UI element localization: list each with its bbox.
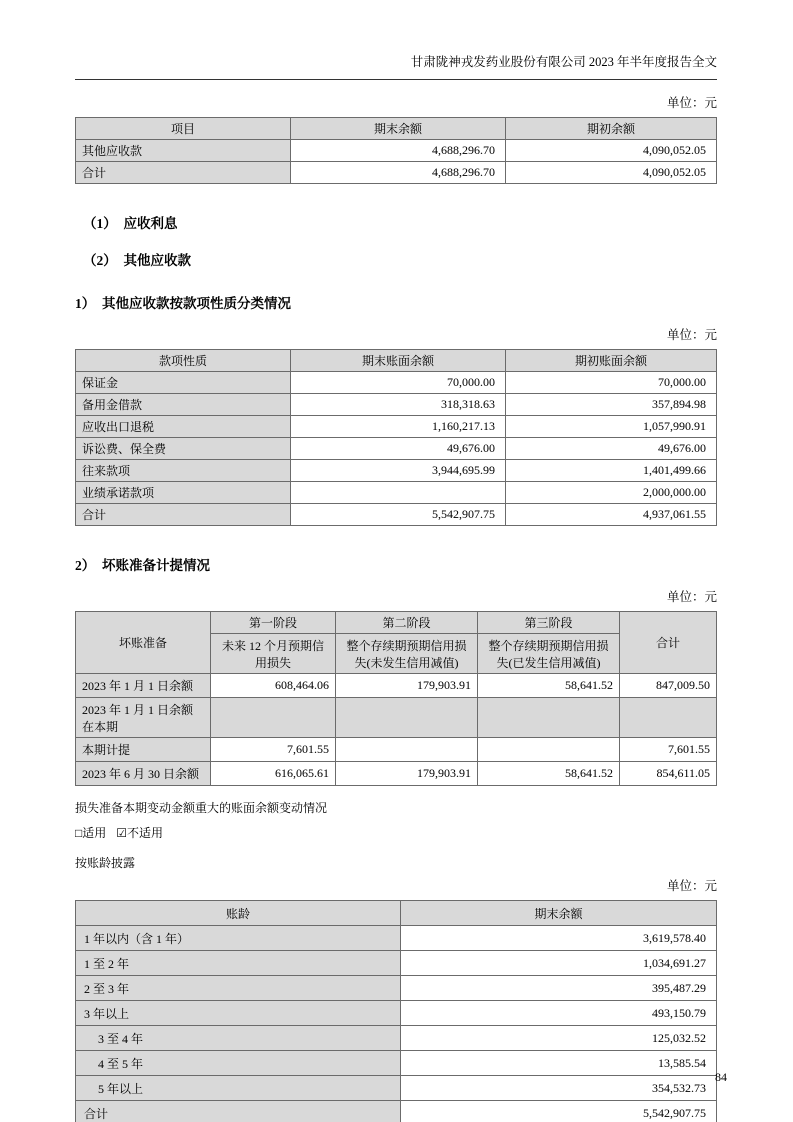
cell-value: 318,318.63 (291, 394, 506, 416)
column-header-aging: 账龄 (76, 901, 401, 926)
row-label: 1 至 2 年 (76, 951, 401, 976)
column-header-item: 项目 (76, 118, 291, 140)
note-significant-change: 损失准备本期变动金额重大的账面余额变动情况 (75, 801, 328, 815)
row-label: 2 至 3 年 (76, 976, 401, 1001)
cell-value: 395,487.29 (401, 976, 717, 1001)
cell-value: 4,688,296.70 (291, 140, 506, 162)
row-label: 往来款项 (76, 460, 291, 482)
table-header-row (76, 118, 717, 140)
section-heading-bad-debt: 2） 坏账准备计提情况 (75, 558, 210, 573)
table-row (76, 482, 717, 504)
subheader-stage1: 未来 12 个月预期信用损失 (211, 634, 336, 674)
table-row (76, 1076, 717, 1101)
aging-analysis-table (75, 900, 717, 1122)
row-label: 诉讼费、保全费 (76, 438, 291, 460)
table-row (76, 698, 717, 738)
table-row (76, 762, 717, 786)
table-header-row (76, 901, 717, 926)
subheader-stage3: 整个存续期预期信用损失(已发生信用减值) (478, 634, 620, 674)
table-header-row (76, 350, 717, 372)
table-row (76, 394, 717, 416)
cell-value: 7,601.55 (211, 738, 336, 762)
table-row (76, 460, 717, 482)
row-label: 2023 年 6 月 30 日余额 (76, 762, 211, 786)
cell-value: 179,903.91 (336, 674, 478, 698)
column-header-stage2: 第二阶段 (336, 612, 478, 634)
document-header (75, 0, 717, 80)
cell-value: 3,619,578.40 (401, 926, 717, 951)
cell-value: 493,150.79 (401, 1001, 717, 1026)
column-header-opening-book-balance: 期初账面余额 (506, 350, 717, 372)
row-label: 备用金借款 (76, 394, 291, 416)
cell-value: 357,894.98 (506, 394, 717, 416)
cell-value: 4,090,052.05 (506, 162, 717, 184)
other-receivables-summary-table (75, 117, 717, 184)
cell-value: 13,585.54 (401, 1051, 717, 1076)
cell-value: 70,000.00 (291, 372, 506, 394)
cell-value: 3,944,695.99 (291, 460, 506, 482)
cell-value: 58,641.52 (478, 762, 620, 786)
corner-header: 坏账准备 (76, 612, 211, 674)
cell-value: 616,065.61 (211, 762, 336, 786)
row-label: 业绩承诺款项 (76, 482, 291, 504)
cell-value: 4,937,061.55 (506, 504, 717, 526)
row-label: 2023 年 1 月 1 日余额在本期 (76, 698, 211, 738)
row-label: 合计 (76, 162, 291, 184)
table-row (76, 140, 717, 162)
cell-value: 1,057,990.91 (506, 416, 717, 438)
cell-value: 49,676.00 (291, 438, 506, 460)
cell-value (478, 698, 620, 738)
table-row (76, 738, 717, 762)
column-header-closing-book-balance: 期末账面余额 (291, 350, 506, 372)
unit-line-summary (75, 93, 717, 111)
table-row (76, 372, 717, 394)
cell-value: 1,160,217.13 (291, 416, 506, 438)
table-header-row (76, 612, 717, 634)
checkbox-applicable: □适用 (75, 826, 107, 840)
unit-label: 单位：元 (666, 590, 717, 604)
table-row (76, 1001, 717, 1026)
table-row (76, 951, 717, 976)
section-heading-classification: 1） 其他应收款按款项性质分类情况 (75, 296, 291, 311)
cell-value (291, 482, 506, 504)
section-heading-other-receivables: （2） 其他应收款 (83, 253, 191, 268)
subheader-stage2: 整个存续期预期信用损失(未发生信用减值) (336, 634, 478, 674)
cell-value: 179,903.91 (336, 762, 478, 786)
unit-label: 单位：元 (666, 328, 717, 342)
table-row (76, 416, 717, 438)
row-label: 应收出口退税 (76, 416, 291, 438)
unit-label: 单位：元 (666, 96, 717, 110)
table-row-total (76, 1101, 717, 1122)
note-aging-disclosure: 按账龄披露 (75, 856, 136, 870)
table-row (76, 1026, 717, 1051)
unit-line-bad-debt (75, 587, 717, 605)
cell-value (336, 698, 478, 738)
cell-value (478, 738, 620, 762)
cell-value: 4,688,296.70 (291, 162, 506, 184)
column-header-nature: 款项性质 (76, 350, 291, 372)
table-row (76, 674, 717, 698)
report-title: 甘肃陇神戎发药业股份有限公司 2023 年半年度报告全文 (410, 55, 717, 69)
column-header-stage1: 第一阶段 (211, 612, 336, 634)
row-label: 2023 年 1 月 1 日余额 (76, 674, 211, 698)
page-number: 84 (715, 1070, 727, 1084)
table-row-total (76, 162, 717, 184)
cell-value: 4,090,052.05 (506, 140, 717, 162)
page-content (75, 0, 717, 1122)
row-label: 3 年以上 (76, 1001, 401, 1026)
unit-line-nature (75, 325, 717, 343)
cell-value: 608,464.06 (211, 674, 336, 698)
cell-value: 5,542,907.75 (401, 1101, 717, 1122)
receivables-by-nature-table (75, 349, 717, 526)
table-row-total (76, 504, 717, 526)
row-label: 4 至 5 年 (76, 1051, 401, 1076)
cell-value: 58,641.52 (478, 674, 620, 698)
column-header-opening-balance: 期初余额 (506, 118, 717, 140)
row-label: 其他应收款 (76, 140, 291, 162)
cell-value: 1,401,499.66 (506, 460, 717, 482)
table-row (76, 1051, 717, 1076)
column-header-closing-balance: 期末余额 (291, 118, 506, 140)
cell-value: 70,000.00 (506, 372, 717, 394)
cell-value: 854,611.05 (620, 762, 717, 786)
unit-line-aging (75, 876, 717, 894)
row-label: 本期计提 (76, 738, 211, 762)
cell-value: 354,532.73 (401, 1076, 717, 1101)
table-row (76, 438, 717, 460)
row-label: 合计 (76, 1101, 401, 1122)
column-header-stage3: 第三阶段 (478, 612, 620, 634)
row-label: 3 至 4 年 (76, 1026, 401, 1051)
checkbox-not-applicable: ☑不适用 (116, 826, 164, 840)
applicability-line (75, 824, 717, 841)
cell-value: 847,009.50 (620, 674, 717, 698)
unit-label: 单位：元 (666, 879, 717, 893)
cell-value: 7,601.55 (620, 738, 717, 762)
cell-value: 49,676.00 (506, 438, 717, 460)
row-label: 合计 (76, 504, 291, 526)
cell-value (336, 738, 478, 762)
section-heading-interest-receivable: （1） 应收利息 (83, 216, 178, 231)
table-row (76, 926, 717, 951)
cell-value (211, 698, 336, 738)
column-header-closing-balance: 期末余额 (401, 901, 717, 926)
cell-value: 125,032.52 (401, 1026, 717, 1051)
row-label: 保证金 (76, 372, 291, 394)
cell-value (620, 698, 717, 738)
column-header-total: 合计 (620, 612, 717, 674)
cell-value: 1,034,691.27 (401, 951, 717, 976)
cell-value: 5,542,907.75 (291, 504, 506, 526)
cell-value: 2,000,000.00 (506, 482, 717, 504)
bad-debt-provision-table (75, 611, 717, 786)
table-row (76, 976, 717, 1001)
row-label: 5 年以上 (76, 1076, 401, 1101)
row-label: 1 年以内（含 1 年） (76, 926, 401, 951)
